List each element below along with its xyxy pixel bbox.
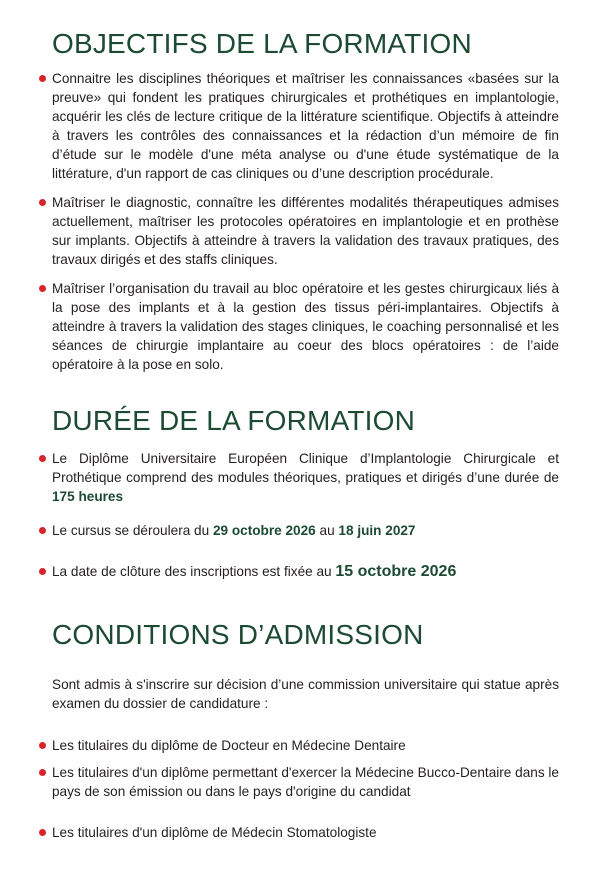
section-title-duree: DURÉE DE LA FORMATION [52, 405, 416, 436]
duree-item-1 [52, 449, 559, 506]
bullet-icon [39, 769, 46, 776]
bullet-icon [39, 285, 46, 292]
conditions-intro: Sont admis à s'inscrire sur décision d’une commission universitaire qui statue après examen du dossier de candidature : [52, 677, 559, 711]
condition-item-2 [52, 763, 559, 801]
condition-text: Les titulaires du diplôme de Docteur en Médecine Dentaire [52, 738, 406, 753]
section-title-objectifs: OBJECTIFS DE LA FORMATION [52, 28, 472, 59]
condition-text: Les titulaires d'un diplôme de Médecin Stomatologiste [52, 825, 377, 840]
cursus-start-date: 29 octobre 2026 [212, 523, 316, 538]
cursus-mid: au [319, 523, 335, 538]
bullet-icon [39, 75, 46, 82]
bullet-icon [39, 527, 46, 534]
bullet-icon [39, 829, 46, 836]
bullet-icon [39, 199, 46, 206]
condition-item-1 [52, 736, 559, 755]
objectif-item-3 [52, 279, 559, 374]
bullet-icon [39, 742, 46, 749]
cloture-prefix: La date de clôture des inscriptions est fixée au [52, 564, 332, 579]
condition-item-3 [52, 823, 559, 842]
duree-item-2 [52, 521, 559, 540]
condition-text: Les titulaires d'un diplôme permettant d'exercer la Médecine Bucco-Dentaire dans le pays de son émission ou dans le pays d'origine du candidat [52, 765, 559, 799]
objectif-text: Maîtriser le diagnostic, connaître les différentes modalités thérapeutiques admises actuellement, maîtriser les protocoles opératoires en implantologie et en prothèse sur implants. Objectifs à atteindre à travers la validation des travaux pratiques, des travaux dirigés et des staffs cliniques. [52, 195, 559, 267]
duree-hours: 175 heures [52, 489, 124, 504]
section-title-conditions: CONDITIONS D’ADMISSION [52, 619, 424, 650]
cursus-prefix: Le cursus se déroulera du [52, 523, 210, 538]
cursus-end-date: 18 juin 2027 [338, 523, 416, 538]
bullet-icon [39, 568, 46, 575]
objectif-text: Maîtriser l’organisation du travail au bloc opératoire et les gestes chirurgicaux liés à la pose des implants et à la gestion des tissus péri-implantaires. Objectifs à atteindre à travers la validation des stages cliniques, le coaching personnalisé et les séances de chirurgie implantaire au coeur des blocs opératoires : de l’aide opératoire à la pose en solo. [52, 281, 559, 372]
duree-item-3 [52, 562, 559, 581]
bullet-icon [39, 455, 46, 462]
cloture-date: 15 octobre 2026 [335, 563, 457, 580]
duree-text: Le Diplôme Universitaire Européen Clinique d’Implantologie Chirurgicale et Prothétique comprend des modules théoriques, pratiques et dirigés d’une durée de [52, 451, 559, 485]
objectif-text: Connaitre les disciplines théoriques et maîtriser les connaissances «basées sur la preuve» qui fondent les pratiques chirurgicales et prothétiques en implantologie, acquérir les clés de lecture critique de la littérature scientifique. Objectifs à atteindre à travers les contrôles des connaissances et la rédaction d’un mémoire de fin d’étude sur le modèle d'une méta analyse ou d'une étude systématique de la littérature, d'un rapport de cas cliniques ou d’une description procédurale. [52, 71, 559, 181]
objectif-item-2 [52, 193, 559, 269]
objectif-item-1 [52, 69, 559, 183]
